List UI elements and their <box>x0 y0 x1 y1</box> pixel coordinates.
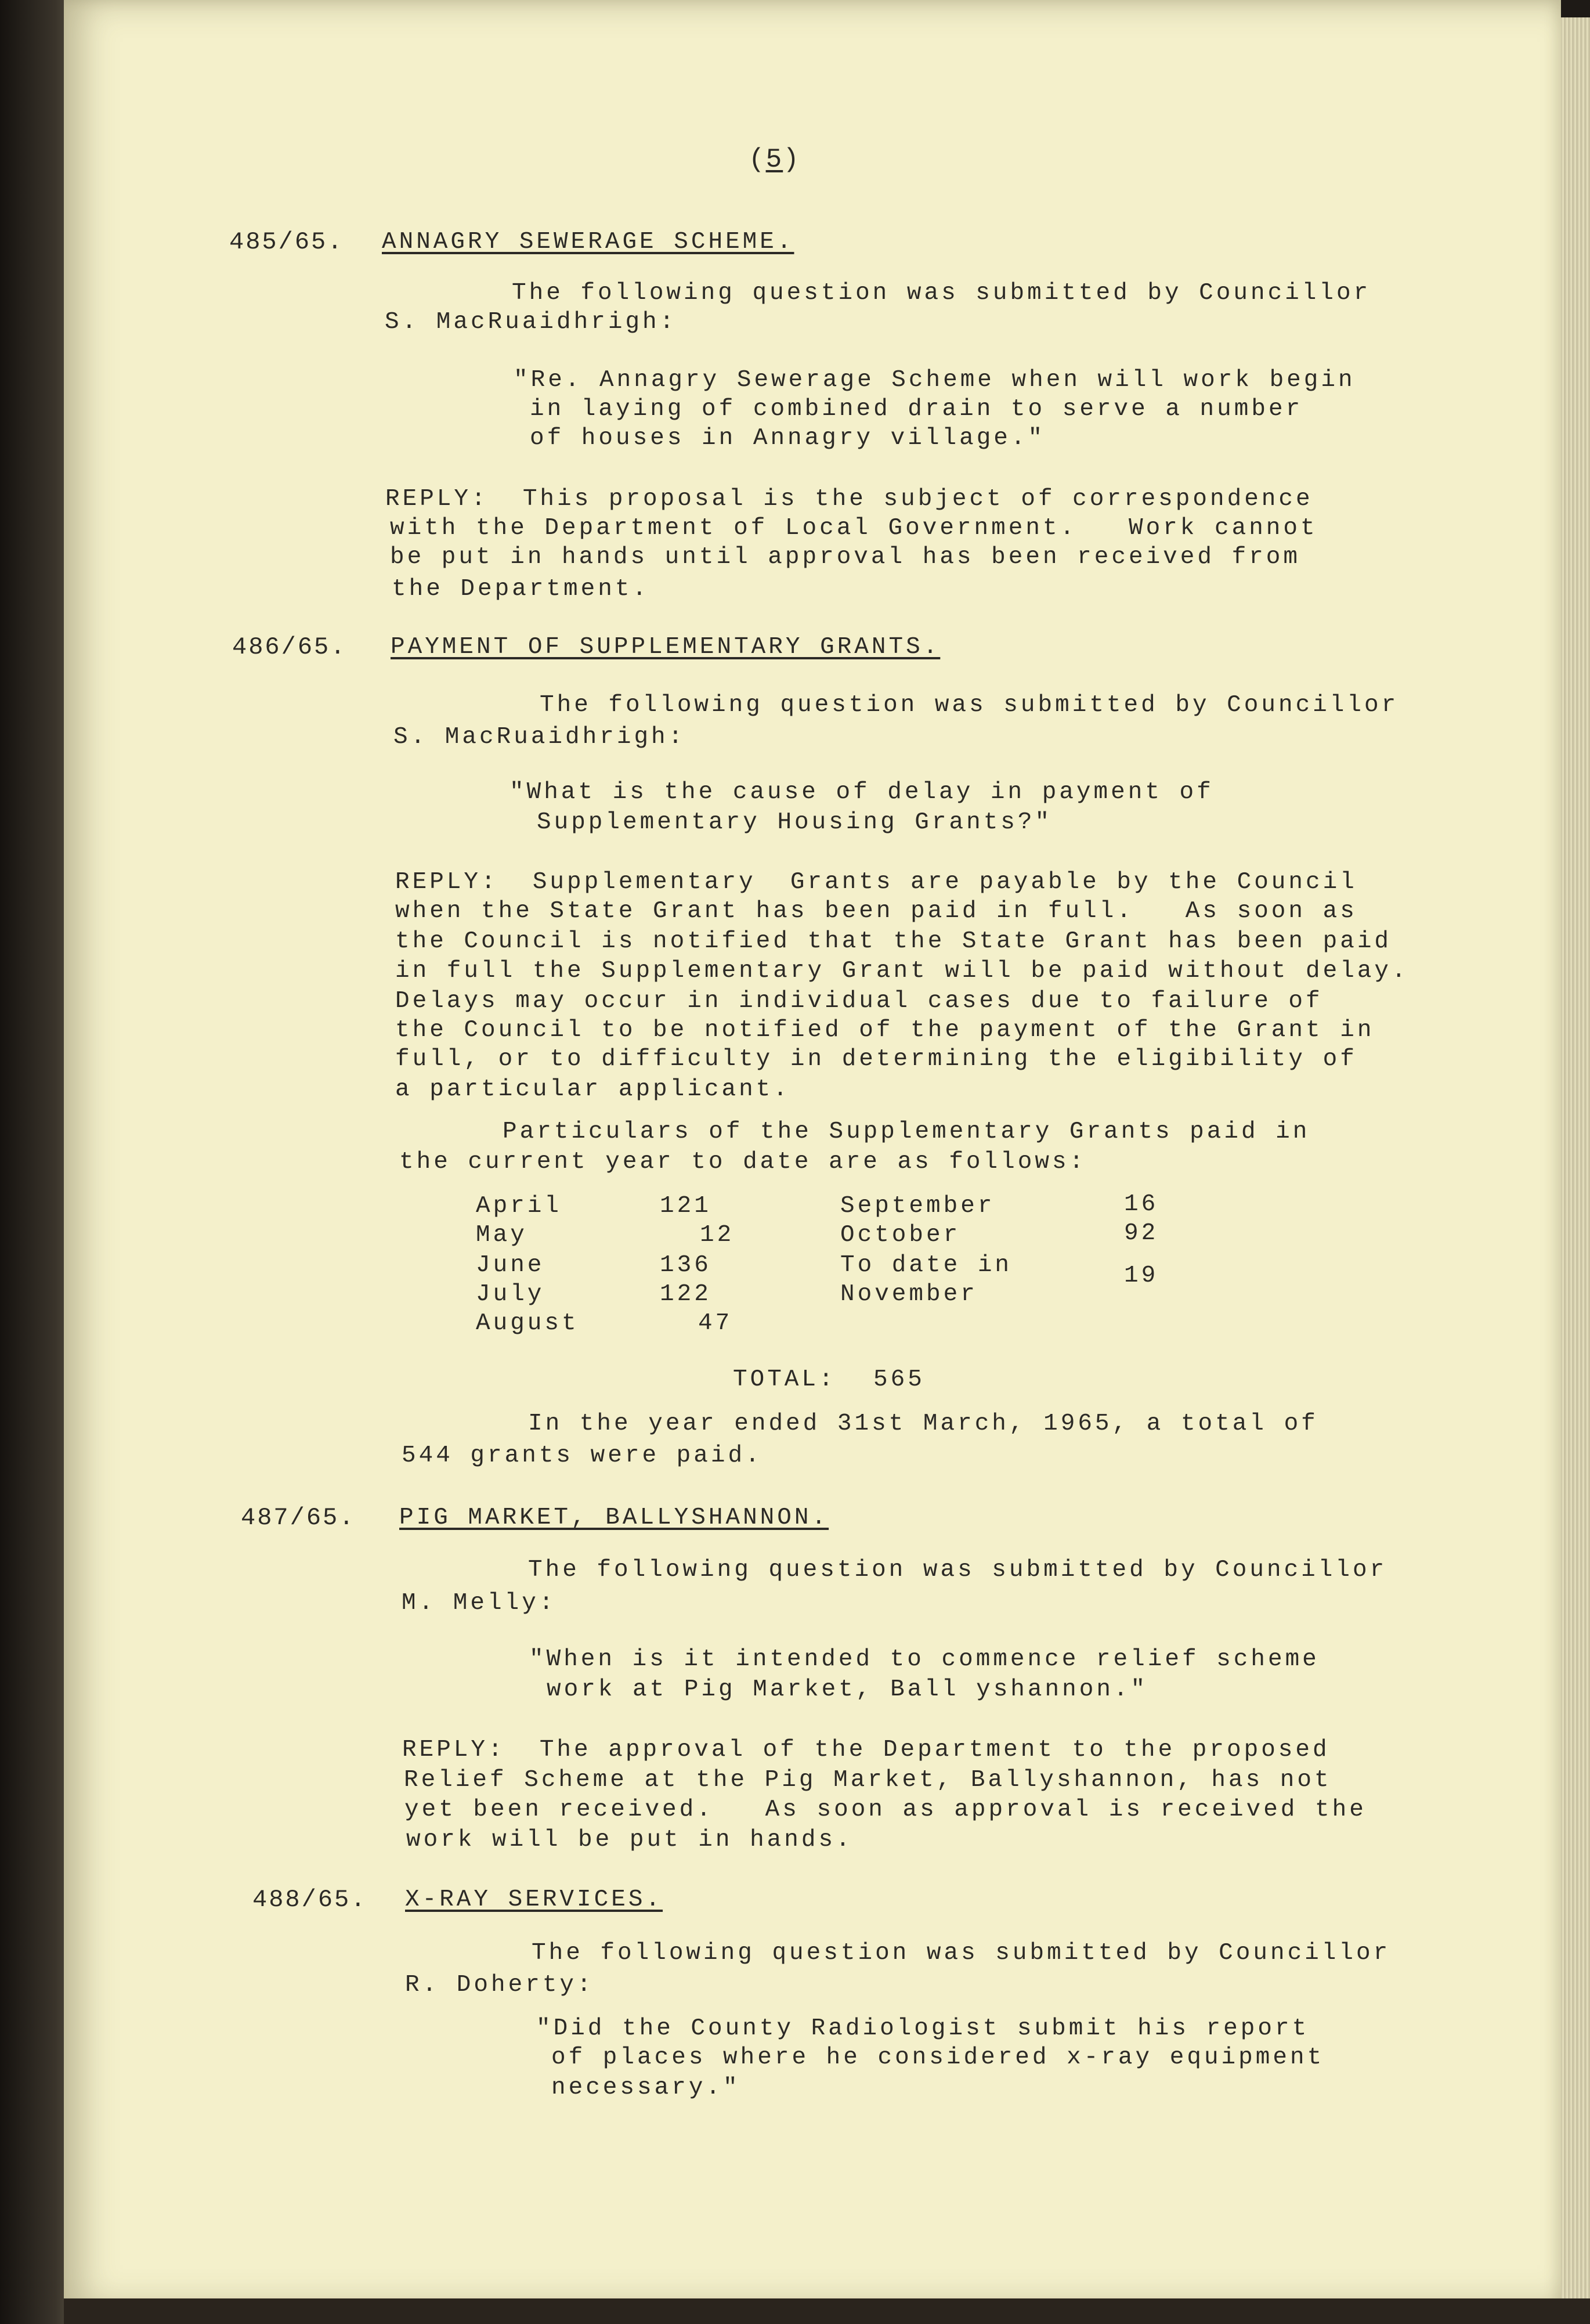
item-heading-488: X-RAY SERVICES. <box>405 1886 663 1913</box>
grant-month: July <box>476 1281 545 1308</box>
grant-count: 136 <box>660 1252 711 1279</box>
question-line: work at Pig Market, Ball yshannon." <box>547 1676 1148 1703</box>
item-ref-485: 485/65. <box>229 228 344 256</box>
reply-line: REPLY: Supplementary Grants are payable by the Council <box>395 869 1357 896</box>
intro-line: M. Melly: <box>402 1590 556 1616</box>
item-heading-487: PIG MARKET, BALLYSHANNON. <box>399 1504 829 1531</box>
reply-line: yet been received. As soon as approval is received the <box>404 1796 1367 1823</box>
intro-line: S. MacRuaidhrigh: <box>393 724 686 750</box>
intro-line: The following question was submitted by Councillor <box>532 1940 1391 1966</box>
intro-line: The following question was submitted by Councillor <box>528 1557 1387 1583</box>
item-heading-485: ANNAGRY SEWERAGE SCHEME. <box>382 229 794 255</box>
intro-line: The following question was submitted by Councillor <box>512 280 1371 306</box>
particulars-line: Particulars of the Supplementary Grants paid in <box>503 1118 1310 1145</box>
reply-line: the Department. <box>392 576 650 602</box>
grant-count: 121 <box>660 1193 711 1219</box>
question-line: "When is it intended to commence relief scheme <box>529 1646 1320 1673</box>
item-heading-486: PAYMENT OF SUPPLEMENTARY GRANTS. <box>391 634 941 661</box>
grant-month: October <box>840 1222 961 1248</box>
question-line: Supplementary Housing Grants?" <box>537 809 1053 836</box>
grant-count: 12 <box>700 1222 735 1248</box>
item-ref-486: 486/65. <box>232 633 347 661</box>
page-number: (5) <box>749 145 800 175</box>
page-edges-right <box>1561 17 1590 2307</box>
grant-count: 122 <box>660 1281 711 1308</box>
grant-month: June <box>476 1252 545 1279</box>
item-ref-488: 488/65. <box>252 1886 367 1914</box>
reply-line: REPLY: The approval of the Department to the proposed <box>402 1737 1330 1763</box>
question-line: of places where he considered x-ray equipment <box>551 2044 1325 2071</box>
particulars-line: the current year to date are as follows: <box>399 1149 1087 1175</box>
grant-month: November <box>840 1281 978 1308</box>
question-line: of houses in Annagry village." <box>530 425 1046 452</box>
reply-line: when the State Grant has been paid in full. As soon as <box>395 898 1357 925</box>
intro-line: The following question was submitted by Councillor <box>540 692 1399 719</box>
page-edge-bottom <box>64 2298 1590 2324</box>
total-value: 565 <box>873 1366 925 1393</box>
reply-line: with the Department of Local Government. Work cannot <box>390 515 1318 542</box>
question-line: "Re. Annagry Sewerage Scheme when will work begin <box>514 367 1356 394</box>
question-line: "Did the County Radiologist submit his report <box>536 2015 1310 2042</box>
reply-line: be put in hands until approval has been received from <box>390 544 1301 571</box>
reply-line: full, or to difficulty in determining the eligibility of <box>395 1046 1357 1073</box>
reply-line: the Council to be notified of the payment of the Grant in <box>395 1017 1375 1044</box>
reply-line: work will be put in hands. <box>406 1827 853 1853</box>
prior-year-line: 544 grants were paid. <box>402 1442 763 1469</box>
grant-month: April <box>476 1193 562 1219</box>
question-line: in laying of combined drain to serve a number <box>530 396 1303 423</box>
intro-line: S. MacRuaidhrigh: <box>385 309 677 335</box>
reply-line: REPLY: This proposal is the subject of correspondence <box>385 486 1313 513</box>
intro-line: R. Doherty: <box>405 1972 594 1998</box>
grant-month: To date in <box>840 1252 1013 1279</box>
grant-count: 92 <box>1124 1220 1159 1247</box>
reply-line: the Council is notified that the State Grant has been paid <box>395 928 1392 955</box>
reply-line: Relief Scheme at the Pig Market, Ballyshannon, has not <box>404 1767 1332 1793</box>
question-line: necessary." <box>551 2074 740 2101</box>
total-label: TOTAL: <box>733 1366 836 1393</box>
prior-year-line: In the year ended 31st March, 1965, a total of <box>528 1410 1318 1437</box>
grant-month: September <box>840 1193 995 1219</box>
reply-line: Delays may occur in individual cases due to failure of <box>395 988 1323 1015</box>
item-ref-487: 487/65. <box>241 1504 356 1532</box>
reply-line: in full the Supplementary Grant will be paid without delay. <box>395 958 1409 984</box>
grant-month: May <box>476 1222 527 1248</box>
grant-count: 47 <box>698 1310 733 1337</box>
grant-month: August <box>476 1310 579 1337</box>
question-line: "What is the cause of delay in payment of <box>509 779 1214 806</box>
grant-count: 16 <box>1124 1191 1159 1218</box>
grant-count: 19 <box>1124 1262 1159 1289</box>
reply-line: a particular applicant. <box>395 1076 790 1103</box>
